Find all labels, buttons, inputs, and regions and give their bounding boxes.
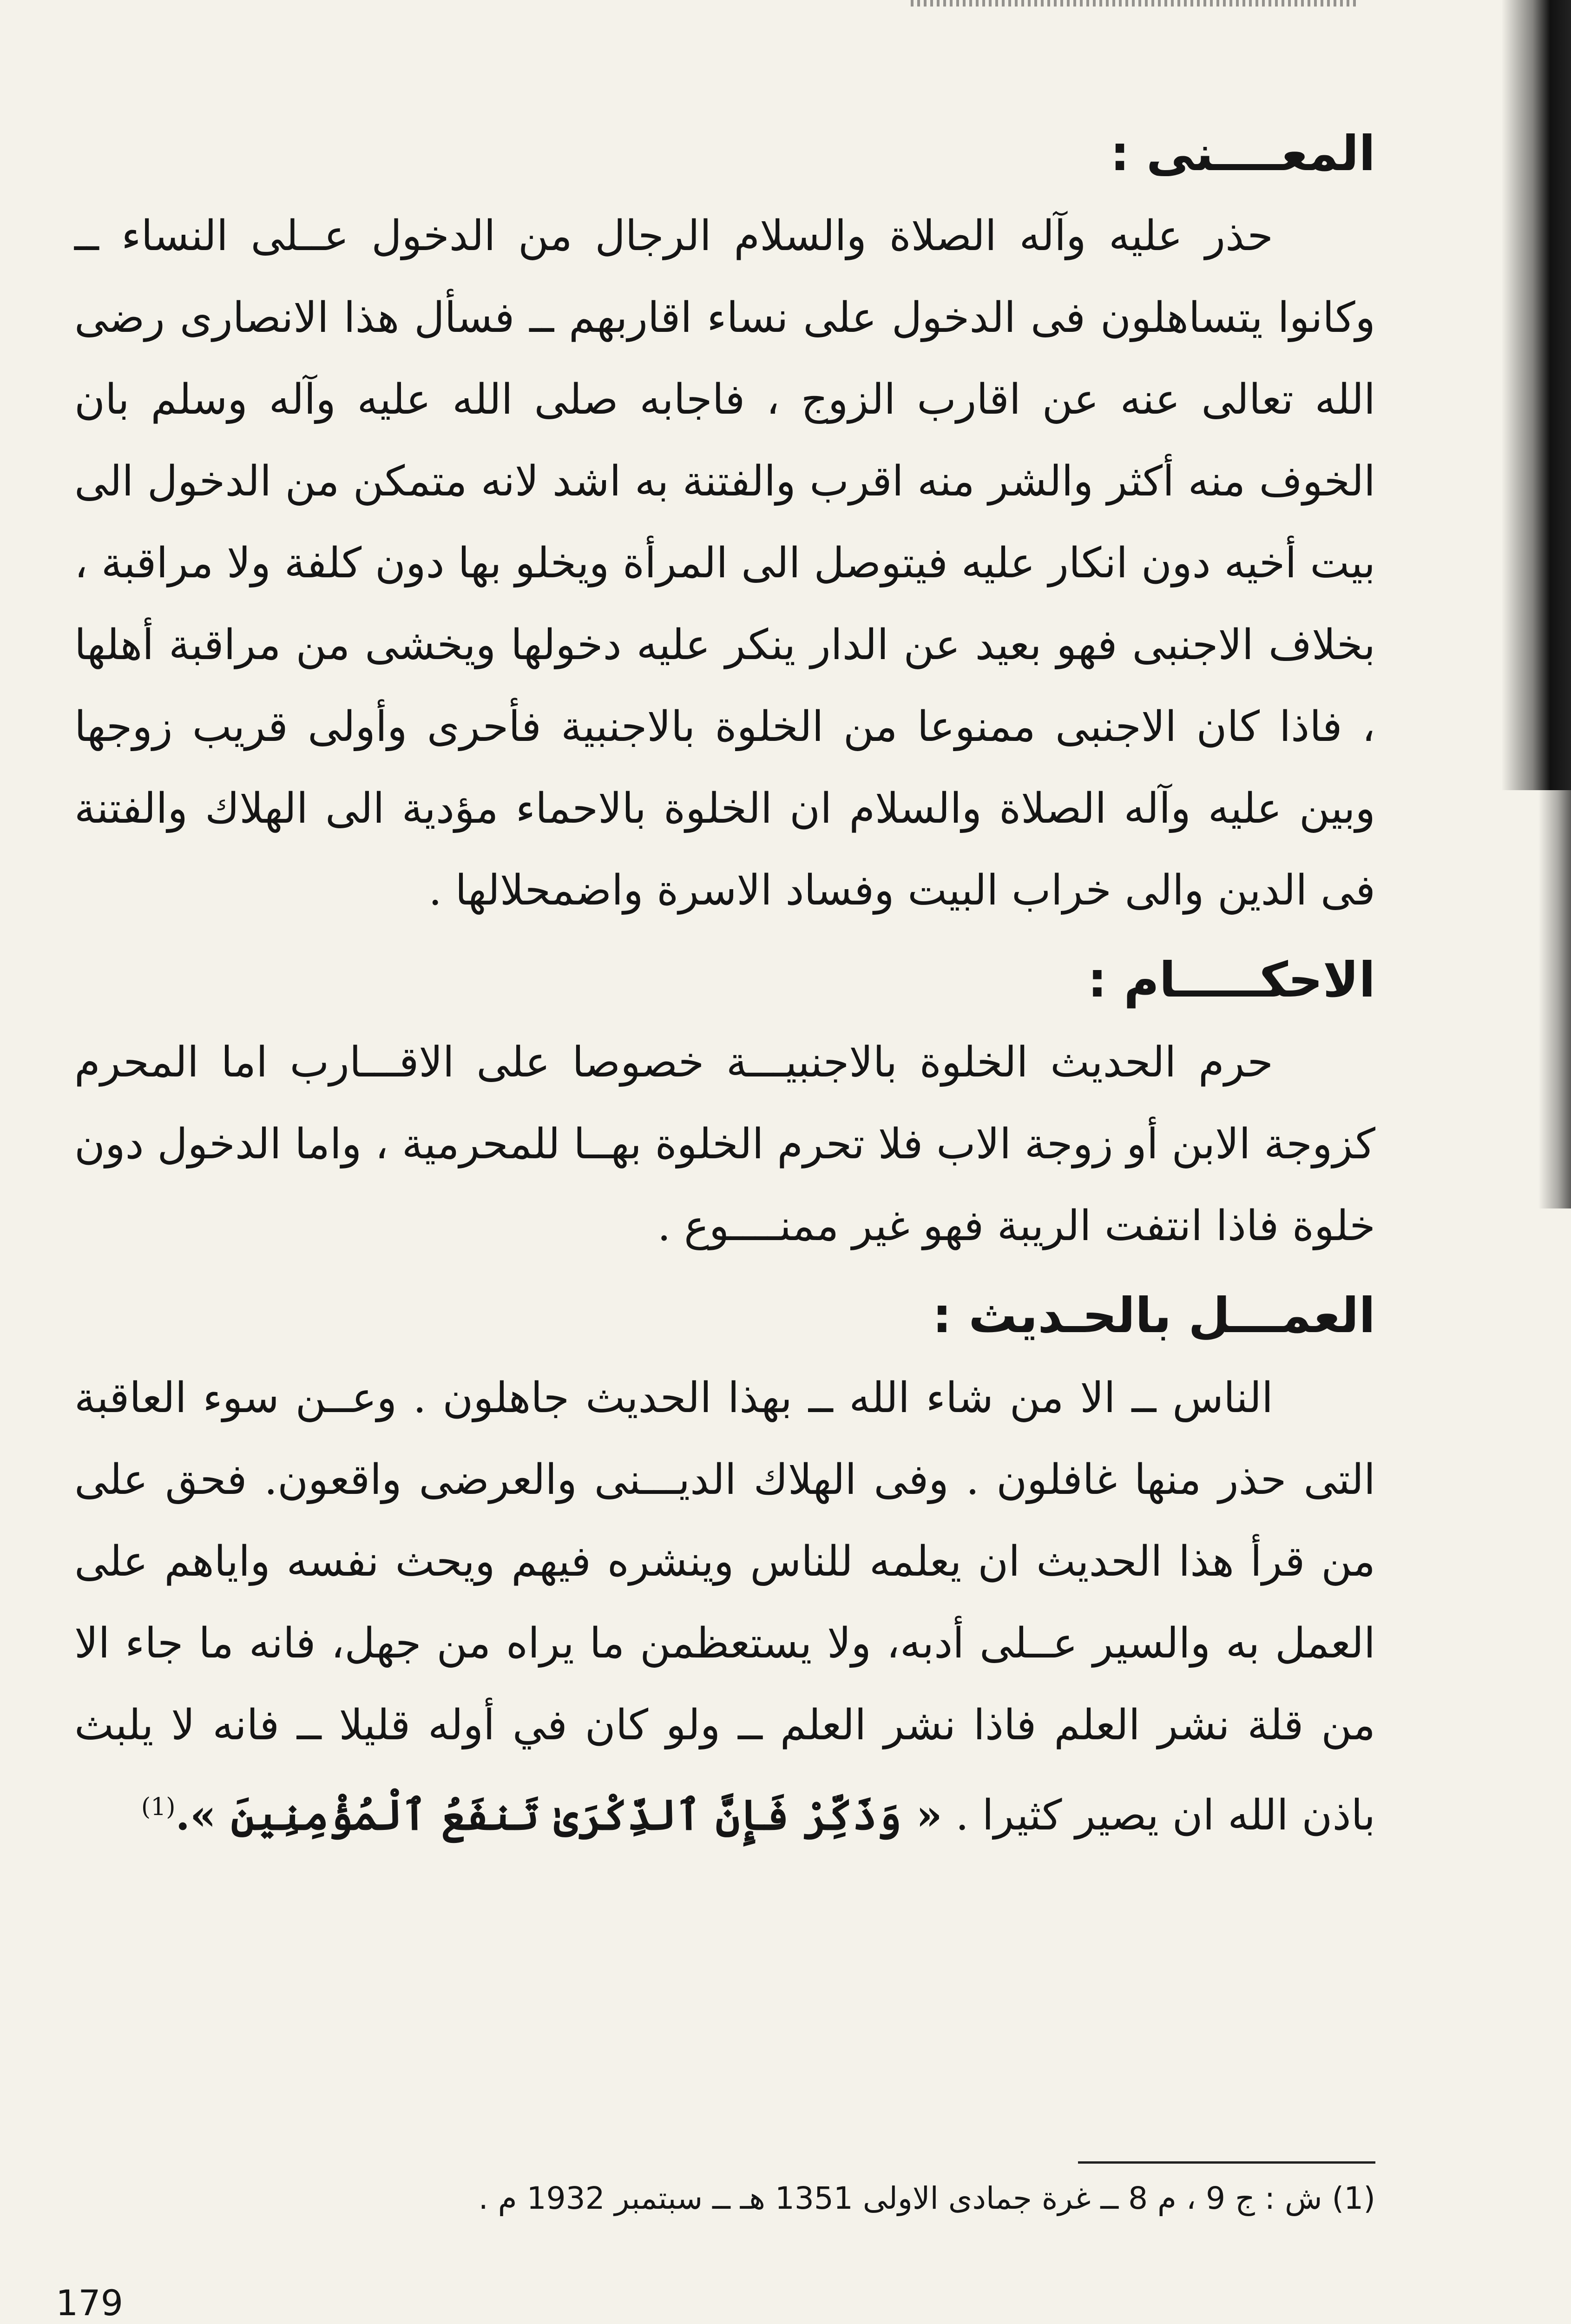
footnote-reference: (1) [141, 1793, 176, 1821]
section-text-meaning: حذر عليه وآله الصلاة والسلام الرجال من الدخول عــلى النساء ــ وكانوا يتساهلون فى الدخول على نساء اقاربهم ــ فسأل هذا الانصارى رضى الله تعالى عنه عن اقارب الزوج ، فاجابه صلى الله عليه وآله وسلم بان الخوف منه أكثر والشر منه اقرب والفتنة به اشد لانه متمكن من الدخول الى بيت أخيه دون انكار عليه فيتوصل الى المرأة ويخلو بها دون كلفة ولا مراقبة ، بخلاف الاجنبى فهو بعيد عن الدار ينكر عليه دخولها ويخشى من مراقبة أهلها ، فاذا كان الاجنبى ممنوعا من الخلوة بالاجنبية فأحرى وأولى قريب زوجها وبين عليه وآله الصلاة والسلام ان الخلوة بالاحماء مؤدية الى الهلاك والفتنة فى الدين والى خراب البيت وفساد الاسرة واضمحلالها . [74, 211, 1375, 915]
binding-shadow-lower [1538, 790, 1571, 1208]
page-number: 179 [56, 2282, 124, 2324]
footnote-divider [1078, 2161, 1375, 2164]
binding-shadow [1501, 0, 1571, 790]
scan-top-mark [911, 0, 1357, 7]
page-body [74, 112, 1375, 1856]
footnote: (1) ش : ج 9 ، م 8 ــ غرة جمادى الاولى 1351 هـ ــ سبتمبر 1932 م . [478, 2180, 1375, 2216]
section-heading-rulings: الاحكـــــام : [1087, 951, 1375, 1008]
practice-text: الناس ــ الا من شاء الله ــ بهذا الحديث جاهلون . وعــن سوء العاقبة التى حذر منها غافلون . وفى الهلاك الديـــنى والعرضى واقعون. فحق على من قرأ هذا الحديث ان يعلمه للناس وينشره فيهم ويحث نفسه واياهم على العمل به والسير عــلى أدبه، ولا يستعظمن ما يراه من جهل، فانه ما جاء الا من قلة نشر العلم فاذا نشر العلم ــ ولو كان في أوله قليلا ــ فانه لا يلبث باذن الله ان يصير كثيرا . [74, 1373, 1375, 1840]
quran-quote: « وَذَكِّرْ فَإِنَّ ٱلذِّكْرَىٰ تَنفَعُ ٱلْمُؤْمِنِينَ ». [175, 1790, 942, 1840]
section-text-rulings: حرم الحديث الخلوة بالاجنبيـــة خصوصا على الاقـــارب اما المحرم كزوجة الابن أو زوجة الاب فلا تحرم الخلوة بهــا للمحرمية ، واما الدخول دون خلوة فاذا انتفت الريبة فهو غير ممنــــوع . [74, 1038, 1375, 1250]
section-heading-practice: العمـــل بالحـديث : [932, 1287, 1375, 1344]
section-text-practice [74, 1357, 1375, 1856]
section-heading-meaning: المعــــنى : [1110, 125, 1375, 182]
